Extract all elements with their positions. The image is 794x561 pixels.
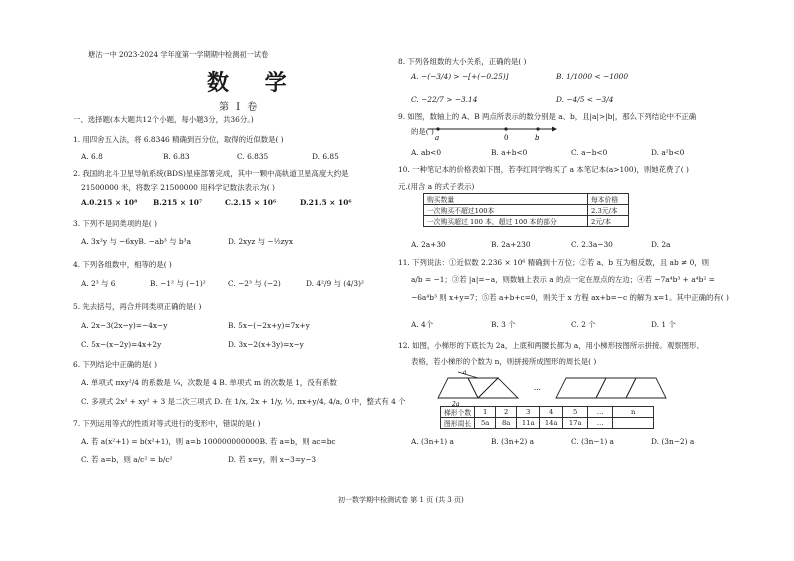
table-cell: 2.3元/本 (588, 205, 629, 216)
perimeter-table (440, 406, 654, 429)
option-a: A. 2a+30 (411, 240, 446, 249)
page-footer: 初一数学期中检测试卷 第 1 页 (共 3 页) (338, 496, 464, 504)
price-table (423, 193, 629, 227)
question-stem-cont: 的是( ) (411, 127, 434, 136)
table-cell: 8a (496, 418, 517, 429)
option-a: A. 4个 (411, 320, 434, 329)
question-stem-cont: 元.(用含 a 的式子表示) (398, 182, 475, 191)
option-c-d: C. 多项式 2x² + xy² + 3 是二次三项式 D. 在 1/x, 2x + 1/y, ½, πx+y/4, 4/a, 0 中，整式有 4 个 (81, 397, 406, 406)
label-bottom: 2a (452, 401, 460, 406)
option-a: A. (3n+1) a (411, 437, 454, 446)
question-stem: 4. 下列各组数中，相等的是( ) (73, 260, 172, 269)
option-c: C. (3n−1) a (571, 437, 614, 446)
option-c: C. a−b<0 (571, 148, 608, 157)
trapezoid-6 (626, 378, 666, 398)
option-d: D. a²b<0 (651, 148, 685, 157)
table-cell: 4 (540, 407, 563, 418)
table-cell: 3 (517, 407, 540, 418)
option-a-b: A. 若 a(x²+1) = b(x²+1)，则 a=b 100000000000B. 若 a=b，则 ac=bc (81, 437, 336, 446)
question-line-2: a/b = −1；③若 |a|=−a，则数轴上表示 a 的点一定在原点的左边；④若 −7a⁴b³ + a⁴b² = (411, 275, 715, 284)
option-c: C. 5x−(x−2y)=4x+2y (81, 340, 162, 349)
label-arrow-top (458, 372, 478, 378)
question-stem: 3. 下列不是同类项的是( ) (73, 219, 158, 228)
table-cell: 2 (496, 407, 517, 418)
question-line-2: 表格，若小梯形的个数为 n，则拼接所成图形的周长是( ) (411, 357, 597, 366)
option-c: C. −22/7 > −3.14 (411, 95, 478, 104)
option-c: C.2.15 × 10⁶ (225, 198, 277, 207)
option-b: B. a+b<0 (491, 148, 528, 157)
section-heading: 一、选择题(本大题共12个小题，每小题3分，共36分。) (73, 115, 254, 124)
option-b: B. 1/1000 < −1000 (556, 72, 629, 81)
point-b-dot (536, 127, 539, 130)
table-cell: 一次购买超过 100 本，超过 100 本的部分 (424, 216, 588, 227)
label-top: a (463, 369, 467, 376)
trapezoid-5 (596, 378, 636, 398)
option-d: D. 3x−2(x+3y)=x−y (228, 340, 304, 349)
table-cell: 1 (475, 407, 496, 418)
point-zero-label: 0 (504, 134, 509, 142)
question-stem: 2. 我国的北斗卫星导航系统(BDS)星座部署完成，其中一颗中高轨道卫星高度大约是 (73, 169, 349, 178)
trapezoid-3 (478, 378, 518, 398)
table-cell: 每本价格 (588, 194, 629, 205)
table-row (424, 216, 629, 227)
option-a-b: A. 单项式 πxy²/4 的系数是 ¼，次数是 4 B. 单项式 m 的次数是 1，没有系数 (81, 378, 337, 387)
question-line-3: −6a⁴b³ 则 x+y=7；⑤若 a+b+c=0，则关于 x 方程 ax+b=−c 的解为 x=1。其中正确的有( ) (411, 293, 729, 302)
option-c: C. 2 个 (571, 320, 596, 329)
option-a: A.0.215 × 10⁸ (81, 198, 138, 207)
table-cell: 11a (517, 418, 540, 429)
table-cell: 图形周长 (441, 418, 475, 429)
page-title: 数 学 (207, 70, 301, 96)
question-stem: 7. 下列运用等式的性质对等式进行的变形中，错误的是( ) (73, 419, 261, 428)
option-b: B.215 × 10⁷ (153, 198, 203, 207)
question-stem: 8. 下列各组数的大小关系，正确的是( ) (398, 57, 527, 66)
table-cell: 14a (540, 418, 563, 429)
table-row (441, 407, 654, 418)
option-c: C. 若 a=b，则 a/c² = b/c² (81, 455, 173, 464)
question-stem-cont: 21500000 米，将数字 21500000 用科学记数法表示为( ) (81, 183, 275, 192)
trapezoid-figure (430, 364, 700, 406)
option-a: A. 2x−3(2x−y)=−4x−y (81, 321, 168, 330)
table-cell: 购买数量 (424, 194, 588, 205)
ellipsis-dots: … (534, 384, 541, 392)
point-zero-dot (504, 127, 507, 130)
table-cell: 2元/本 (588, 216, 629, 227)
trapezoid-1 (438, 378, 478, 398)
question-stem: 5. 先去括号，再合并同类项正确的是( ) (73, 302, 202, 311)
option-a: A. 6.8 (81, 152, 103, 161)
table-row (424, 205, 629, 216)
question-stem: 6. 下列结论中正确的是( ) (73, 360, 158, 369)
option-c: C. −2³ 与 (−2) (228, 279, 281, 288)
option-d: D. 1 个 (651, 320, 676, 329)
option-d: D. 4²/9 与 (4/3)² (306, 279, 364, 288)
table-cell (613, 418, 654, 429)
question-stem: 9. 如图，数轴上的 A、B 两点所表示的数分别是 a、b，且|a|>|b|，那么下列结论中不正确 (398, 112, 697, 121)
exam-header: 塘沽一中 2023-2024 学年度第一学期期中检测初一试卷 (88, 50, 269, 59)
option-b: B. 2a+230 (491, 240, 531, 249)
point-a-dot (436, 127, 439, 130)
table-cell: … (588, 407, 613, 418)
option-d: D. (3n−2) a (651, 437, 695, 446)
volume-label: 第 I 卷 (219, 102, 260, 113)
option-c: C. 2.3a−30 (571, 240, 613, 249)
option-b: B. (3n+2) a (491, 437, 535, 446)
trapezoid-2 (468, 378, 498, 398)
option-a: A. −(−3/4) > −[+(−0.25)] (411, 72, 509, 81)
trapezoid-4 (556, 378, 606, 398)
option-d: D. 6.85 (312, 152, 339, 161)
point-b-label: b (535, 134, 540, 142)
option-c: D. 2xyz 与 −½zyx (228, 237, 293, 246)
table-cell: 5a (475, 418, 496, 429)
table-cell: 17a (563, 418, 588, 429)
option-a: A. ab<0 (411, 148, 442, 157)
table-cell: n (613, 407, 654, 418)
option-d: D. 若 x=y，则 x−3=y−3 (228, 455, 317, 464)
table-row (424, 194, 629, 205)
option-d: D. −4/5 < −3/4 (556, 95, 614, 104)
question-stem: 1. 用四舍五入法，将 6.8346 精确到百分位，取得的近似数是( ) (73, 135, 284, 144)
table-cell: 梯形个数 (441, 407, 475, 418)
option-c: C. 6.835 (237, 152, 269, 161)
question-line-1: 11. 下列说法：①近似数 2.236 × 10⁶ 精确到十万位；②若 a、b 互为相反数，且 ab ≠ 0，则 (398, 258, 710, 267)
question-stem: 10. 一种笔记本的价格表如下图，若李红同学购买了 a 本笔记本(a>100)，则她花费了( ) (398, 165, 689, 174)
option-d: D.21.5 × 10⁶ (300, 198, 352, 207)
table-row (441, 418, 654, 429)
option-d: D. 2a (651, 240, 671, 249)
option-a: A. 2³ 与 6 (81, 279, 116, 288)
option-ab: A. 3x²y 与 −6xyB. −ab³ 与 b³a (81, 237, 191, 246)
question-line-1: 12. 如图，小梯形的下底长为 2a，上底和两腰长都为 a，用小梯形按图所示拼接。观察图形、 (398, 341, 704, 350)
table-cell: 5 (563, 407, 588, 418)
point-a-label: a (435, 134, 440, 142)
table-cell: … (588, 418, 613, 429)
number-line-figure (424, 120, 560, 142)
option-b: B. 5x−(−2x+y)=7x+y (228, 321, 310, 330)
option-b: B. 6.83 (163, 152, 190, 161)
option-b: B. −1² 与 (−1)² (150, 279, 206, 288)
option-b: B. 3 个 (491, 320, 516, 329)
table-cell: 一次购买不超过100本 (424, 205, 588, 216)
